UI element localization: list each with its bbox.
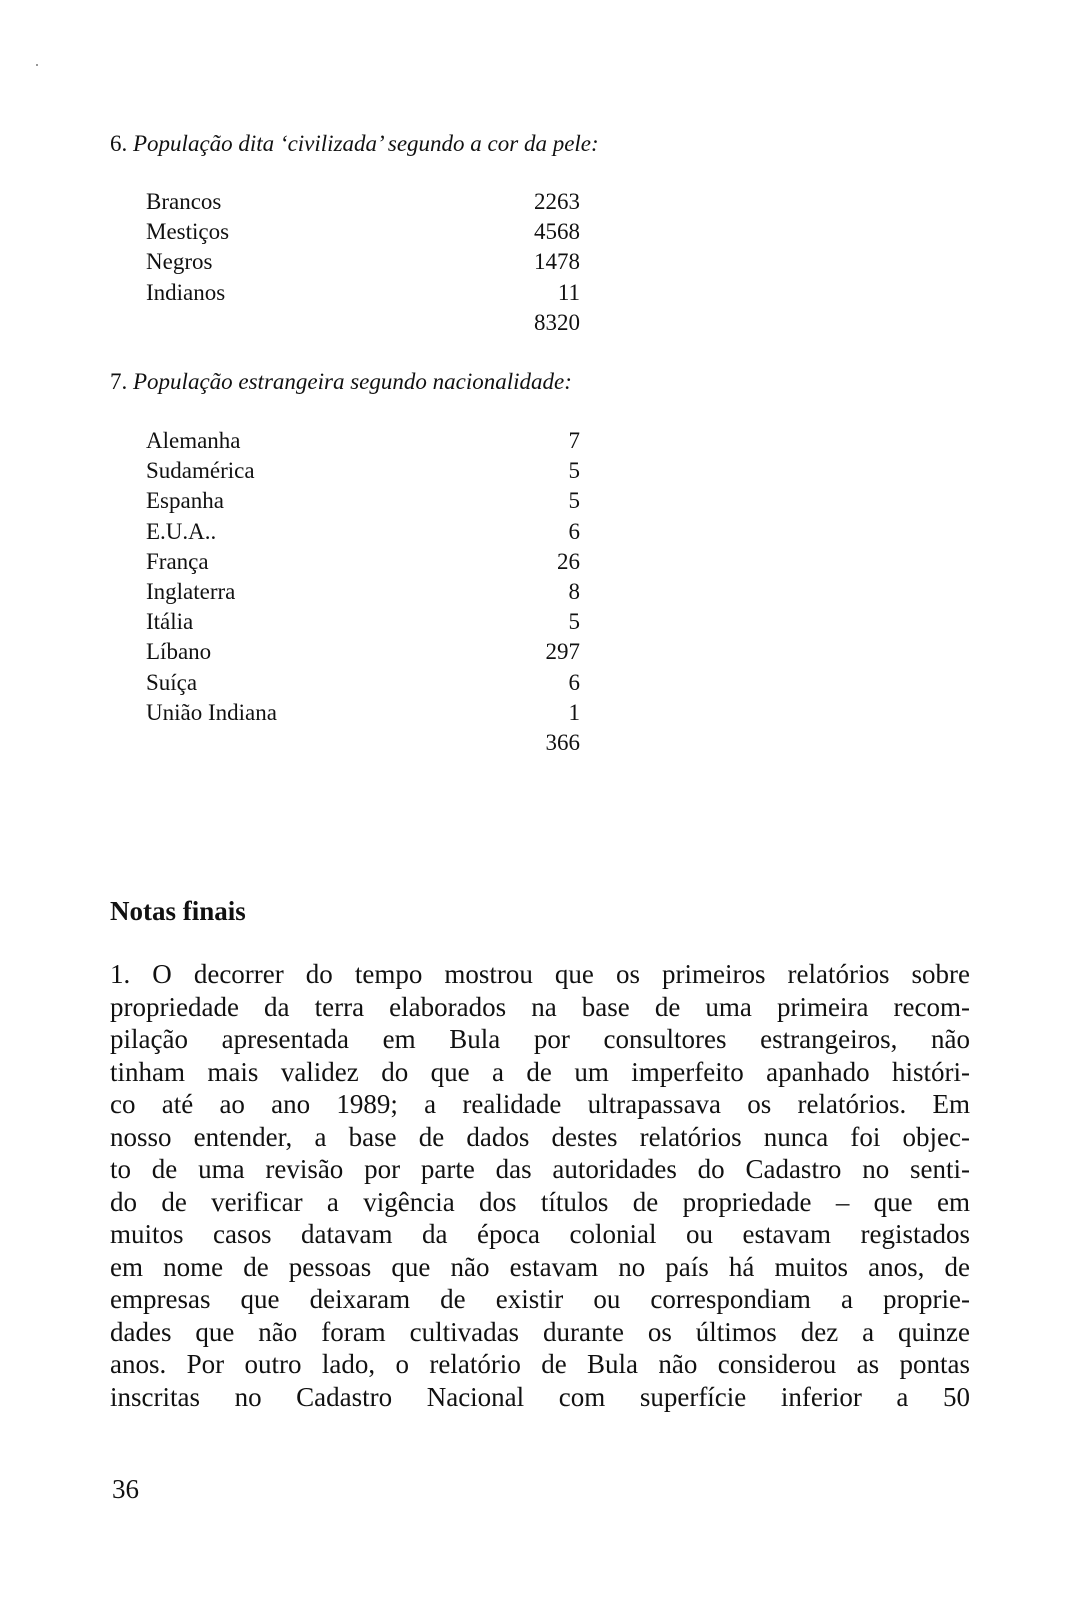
row-value: 2263 [534,189,580,214]
table-total: 366 [545,729,580,755]
table-row [146,278,586,308]
section-number: 6. [110,131,128,156]
row-label: Líbano [146,639,212,665]
table-row [146,517,586,547]
table-row [146,698,586,728]
paragraph-line: empresas que deixaram de existir ou correspondiam a proprie- [110,1284,970,1314]
row-label: União Indiana [146,699,277,725]
row-label: Indianos [146,279,226,305]
row-label: Suíça [146,669,198,695]
table-row [146,217,586,247]
table-row [146,456,586,486]
table-row [146,187,586,217]
row-label: Itália [146,609,194,635]
paragraph-line: tinham mais validez do que a de um imperfeito apanhado históri- [110,1056,970,1087]
paragraph-line: pilação apresentada em Bula por consultores estrangeiros, não [110,1024,970,1054]
section-title: População estrangeira segundo nacionalidade: [133,369,572,394]
notes-heading: Notas finais [110,896,246,926]
row-label: Sudamérica [146,458,255,484]
nationality-table [146,426,586,758]
section-number: 7. [110,369,128,394]
row-value: 1 [568,699,580,725]
paragraph-line: co até ao ano 1989; a realidade ultrapassava os relatórios. Em [110,1089,970,1119]
row-label: Inglaterra [146,578,236,604]
row-value: 8 [568,578,580,604]
paragraph-line: 1. O decorrer do tempo mostrou que os primeiros relatórios sobre [110,959,970,989]
section-heading-skin-color [110,130,599,158]
table-row [146,607,586,637]
notes-paragraph [110,958,970,1413]
page-number: 36 [112,1474,139,1504]
paragraph-line: anos. Por outro lado, o relatório de Bula não considerou as pontas [110,1349,970,1379]
row-value: 11 [557,279,580,305]
row-value: 4568 [534,219,580,245]
row-value: 6 [568,669,580,695]
row-label: França [146,548,209,574]
row-value: 6 [568,518,580,544]
paragraph-line: muitos casos datavam da época colonial ou estavam registados [110,1219,970,1249]
row-label: E.U.A.. [146,518,217,544]
table-row [146,247,586,277]
row-value: 5 [568,458,580,484]
row-label: Alemanha [146,428,241,453]
row-value: 5 [568,609,580,635]
paragraph-line: em nome de pessoas que não estavam no país há muitos anos, de [110,1251,970,1282]
table-total-row [146,728,586,758]
paragraph-line: dades que não foram cultivadas durante os últimos dez a quinze [110,1316,970,1347]
paragraph-line: to de uma revisão por parte das autoridades do Cadastro no senti- [110,1154,970,1184]
section-heading-nationality [110,368,572,396]
row-value: 1478 [534,249,580,275]
paragraph-line: do de verificar a vigência dos títulos de propriedade – que em [110,1186,970,1217]
table-row [146,547,586,577]
table-row [146,426,586,456]
row-label: Espanha [146,488,224,514]
table-row [146,668,586,698]
row-label: Negros [146,249,213,275]
scan-speck [36,64,38,66]
row-label: Brancos [146,189,222,214]
table-total: 8320 [534,309,580,335]
paragraph-line: nosso entender, a base de dados destes relatórios nunca foi objec- [110,1121,970,1152]
paragraph-line: inscritas no Cadastro Nacional com superfície inferior a 50 [110,1381,970,1412]
table-row [146,486,586,516]
table-total-row [146,308,586,338]
row-value: 5 [568,488,580,514]
table-row [146,637,586,667]
paragraph-line: propriedade da terra elaborados na base de uma primeira recom- [110,991,970,1022]
row-value: 297 [545,639,580,665]
section-title: População dita ‘civilizada’ segundo a cor da pele: [133,131,599,156]
row-value: 26 [557,548,580,574]
row-label: Mestiços [146,219,230,245]
skin-color-table [146,187,586,338]
row-value: 7 [568,428,580,453]
table-row [146,577,586,607]
